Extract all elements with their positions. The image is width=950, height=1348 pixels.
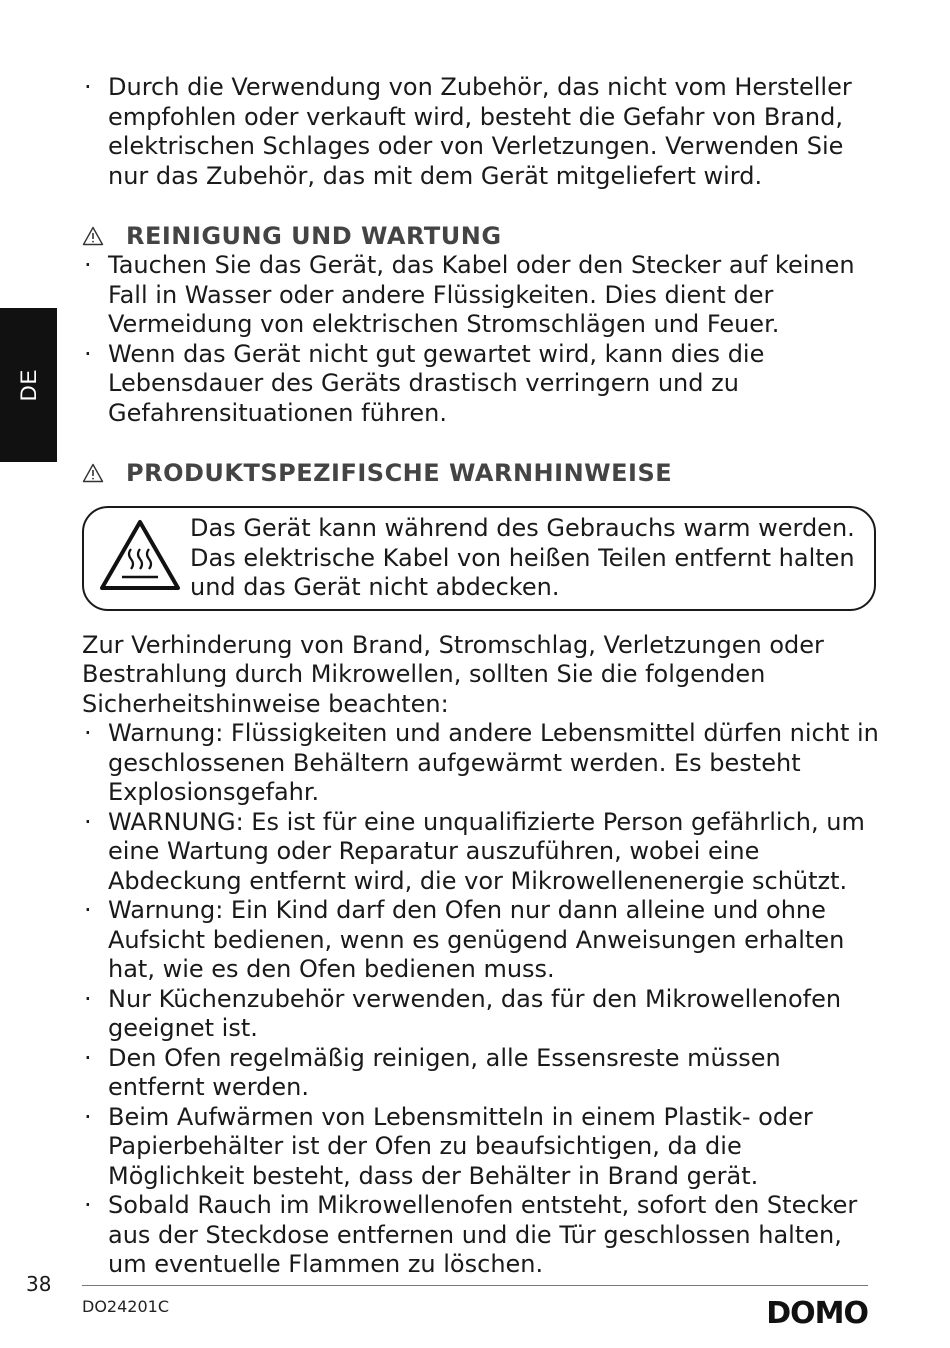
model-number: DO24201C: [82, 1297, 169, 1316]
section-heading-text: REINIGUNG UND WARTUNG: [126, 222, 502, 250]
list-item: · Den Ofen regelmäßig reinigen, alle Essensreste müssen entfernt werden.: [82, 1044, 882, 1103]
list-item: · Warnung: Ein Kind darf den Ofen nur dann alleine und ohne Aufsicht bedienen, wenn es genügend Anweisungen erhalten hat, wie es den Ofen bedienen muss.: [82, 896, 882, 985]
hot-surface-warning-box: [82, 506, 876, 611]
list-item: · Beim Aufwärmen von Lebensmitteln in einem Plastik- oder Papierbehälter ist der Ofen zu beaufsichtigen, da die Möglichkeit besteht, dass der Behälter in Brand gerät.: [82, 1103, 882, 1192]
list-item: · Nur Küchenzubehör verwenden, das für den Mikrowellenofen geeignet ist.: [82, 985, 882, 1044]
brand-logo: DOMO: [766, 1296, 868, 1331]
section-heading-cleaning: [82, 221, 882, 251]
page-content: [82, 73, 882, 1280]
list-item: · Sobald Rauch im Mikrowellenofen entsteht, sofort den Stecker aus der Steckdose entfernen und die Tür geschlossen halten, um eventuelle Flammen zu löschen.: [82, 1191, 882, 1280]
language-tab: [0, 308, 57, 462]
list-item: · Wenn das Gerät nicht gut gewartet wird, kann dies die Lebensdauer des Geräts drastisch verringern und zu Gefahrensituationen führen.: [82, 340, 882, 429]
cleaning-bullet-list: [82, 251, 882, 428]
hot-surface-icon: [98, 517, 182, 601]
warning-triangle-icon: [82, 226, 104, 246]
list-item: · Durch die Verwendung von Zubehör, das nicht vom Hersteller empfohlen oder verkauft wird, besteht die Gefahr von Brand, elektrischen Schlages oder von Verletzungen. Verwenden Sie nur das Zubehör, das mit dem Gerät mitgeliefert wird.: [82, 73, 882, 191]
list-item: · Tauchen Sie das Gerät, das Kabel oder den Stecker auf keinen Fall in Wasser oder andere Flüssigkeiten. Dies dient der Vermeidung von elektrischen Stromschlägen und Feuer.: [82, 251, 882, 340]
warning-triangle-icon: [82, 463, 104, 483]
safety-intro-paragraph: Zur Verhinderung von Brand, Stromschlag, Verletzungen oder Bestrahlung durch Mikrowellen, sollten Sie die folgenden Sicherheitshinweise beachten:: [82, 630, 824, 718]
page-number: 38: [26, 1272, 52, 1296]
product-bullet-list: [82, 719, 882, 1280]
list-item: · Warnung: Flüssigkeiten und andere Lebensmittel dürfen nicht in geschlossenen Behältern aufgewärmt werden. Es besteht Explosionsgefahr.: [82, 719, 882, 808]
list-item: · WARNUNG: Es ist für eine unqualifizierte Person gefährlich, um eine Wartung oder Reparatur auszuführen, wobei eine Abdeckung entfernt wird, die vor Mikrowellenenergie schützt.: [82, 808, 882, 897]
section-heading-text: PRODUKTSPEZIFISCHE WARNHINWEISE: [126, 459, 673, 487]
hot-surface-warning-text: Das Gerät kann während des Gebrauchs warm werden. Das elektrische Kabel von heißen Teilen entfernt halten und das Gerät nicht abdecken.: [190, 514, 855, 601]
section-heading-product: [82, 458, 882, 488]
footer-divider: [82, 1285, 868, 1286]
intro-bullet-list: [82, 73, 882, 191]
language-tab-label: DE: [15, 368, 41, 402]
